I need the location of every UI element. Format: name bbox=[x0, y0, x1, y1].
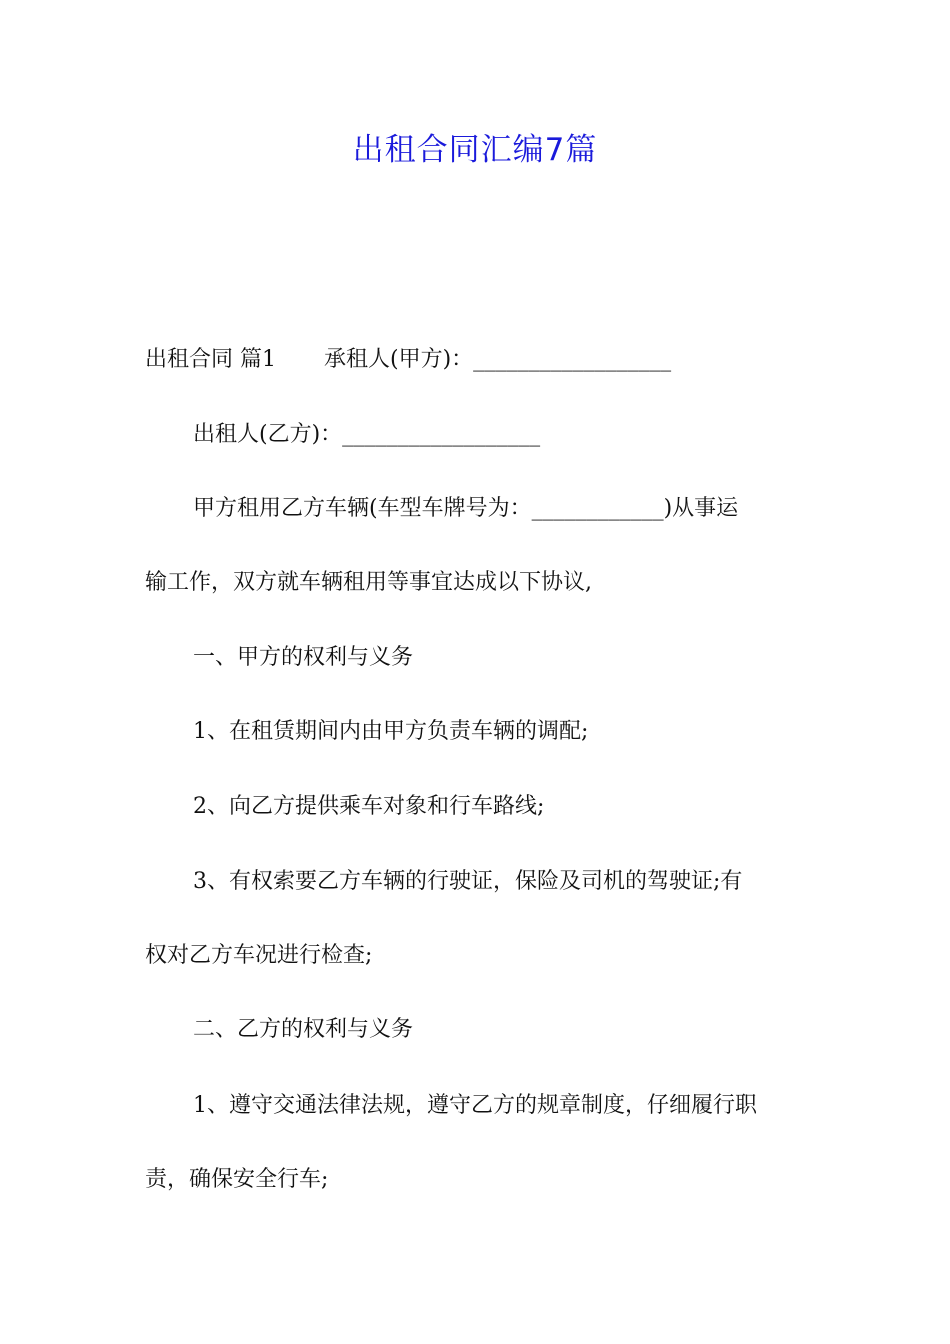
lessee-field: 承租人(甲方)：__________________ bbox=[324, 347, 672, 372]
list-item: 2、向乙方提供乘车对象和行车路线; bbox=[193, 794, 545, 819]
list-item: 1、遵守交通法律法规，遵守乙方的规章制度，仔细履行职 bbox=[193, 1093, 757, 1118]
section-heading: 一、甲方的权利与义务 bbox=[193, 645, 414, 670]
lessor-field: 出租人(乙方)：__________________ bbox=[193, 422, 541, 447]
paragraph-line: 甲方租用乙方车辆(车型车牌号为：____________)从事运 bbox=[193, 496, 739, 521]
list-item-continuation: 权对乙方车况进行检查; bbox=[145, 943, 373, 968]
paragraph-heading-line bbox=[145, 344, 825, 376]
paragraph-line: 输工作，双方就车辆租用等事宜达成以下协议, bbox=[145, 570, 592, 595]
list-item: 1、在租赁期间内由甲方负责车辆的调配; bbox=[193, 719, 589, 744]
document-title: 出租合同汇编7篇 bbox=[352, 132, 598, 168]
section-heading: 二、乙方的权利与义务 bbox=[193, 1017, 414, 1042]
contract-label: 出租合同 篇1 bbox=[145, 347, 276, 372]
list-item-continuation: 责，确保安全行车; bbox=[145, 1167, 329, 1192]
list-item: 3、有权索要乙方车辆的行驶证，保险及司机的驾驶证;有 bbox=[193, 869, 743, 894]
